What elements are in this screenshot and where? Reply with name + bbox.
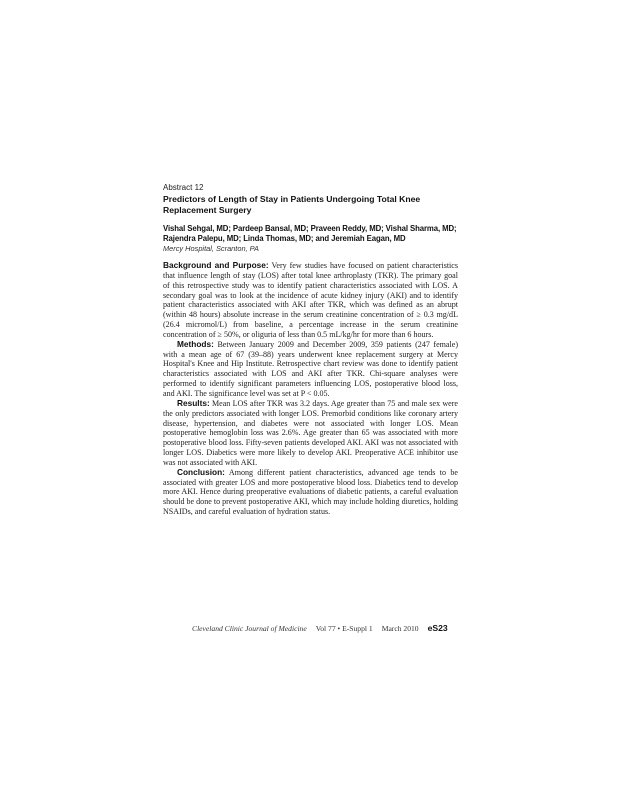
abstract-title: Predictors of Length of Stay in Patients Undergoing Total Knee Replacement Surgery	[163, 194, 421, 215]
abstract-number: Abstract 12	[163, 183, 204, 192]
section-conclusion	[163, 468, 458, 517]
page-footer	[192, 623, 460, 634]
section-heading: Methods:	[177, 338, 214, 349]
volume-info: Vol 77 • E-Suppl 1	[315, 624, 373, 633]
section-heading: Background and Purpose:	[163, 260, 269, 270]
issue-date: March 2010	[381, 624, 419, 633]
abstract-block	[163, 183, 458, 517]
section-text: Among different patient characteristics, advanced age tends to be associated with greater LOS and more postoperative blood loss. Diabetics tend to develop more AKI. Hence during preoperative evaluations of diabetic patients, a careful evaluation should be done to prevent postoperative AKI, which may include holding diuretics, holding NSAIDs, and careful evaluation of hydration status.	[163, 467, 458, 517]
journal-name: Cleveland Clinic Journal of Medicine	[192, 624, 307, 633]
section-heading: Results:	[177, 397, 210, 408]
section-results	[163, 399, 458, 468]
section-text: Very few studies have focused on patient characteristics that influence length of stay (LOS) after total knee arthroplasty (TKR). The primary goal of this retrospective study was to identify patient characteristics associated with LOS. A secondary goal was to look at the incidence of acute kidney injury (AKI) and to identify patient characteristics associated with AKI after TKR, which was defined as an abrupt (within 48 hours) absolute increase in the serum creatinine concentration of ≥ 0.3 mg/dL (26.4 micromol/L) from baseline, a percentage increase in the serum creatinine concentration of ≥ 50%, or oliguria of less than 0.5 mL/kg/hr for more than 6 hours.	[163, 261, 458, 339]
page-number: eS23	[427, 623, 448, 633]
section-text: Between January 2009 and December 2009, 359 patients (247 female) with a mean age of 67 (39–88) years underwent knee replacement surgery at Mercy Hospital's Knee and Hip Institute. Retrospective chart review was done to identify patient characteristics associated with LOS and AKI after TKR. Chi-square analyses were performed to identify significant parameters influencing LOS, postoperative blood loss, and AKI. The significance level was set at P < 0.05.	[163, 339, 458, 398]
section-text: Mean LOS after TKR was 3.2 days. Age greater than 75 and male sex were the only predictors associated with longer LOS. Premorbid conditions like coronary artery disease, hypertension, and diabetes were not associated with longer LOS. Mean postoperative hemoglobin loss was 2.6%. Age greater than 65 was associated with more postoperative blood loss. Fifty-seven patients developed AKI. AKI was not associated with longer LOS. Diabetics were more likely to develop AKI. Preoperative ACE inhibitor use was not associated with AKI.	[163, 398, 458, 467]
section-background	[163, 261, 458, 340]
abstract-body	[163, 261, 458, 517]
section-heading: Conclusion:	[177, 466, 225, 477]
section-methods	[163, 340, 458, 399]
author-list: Vishal Sehgal, MD; Pardeep Bansal, MD; Praveen Reddy, MD; Vishal Sharma, MD; Rajendra Palepu, MD; Linda Thomas, MD; and Jeremiah Eagan, MD	[163, 224, 457, 243]
affiliation: Mercy Hospital, Scranton, PA	[163, 244, 259, 253]
